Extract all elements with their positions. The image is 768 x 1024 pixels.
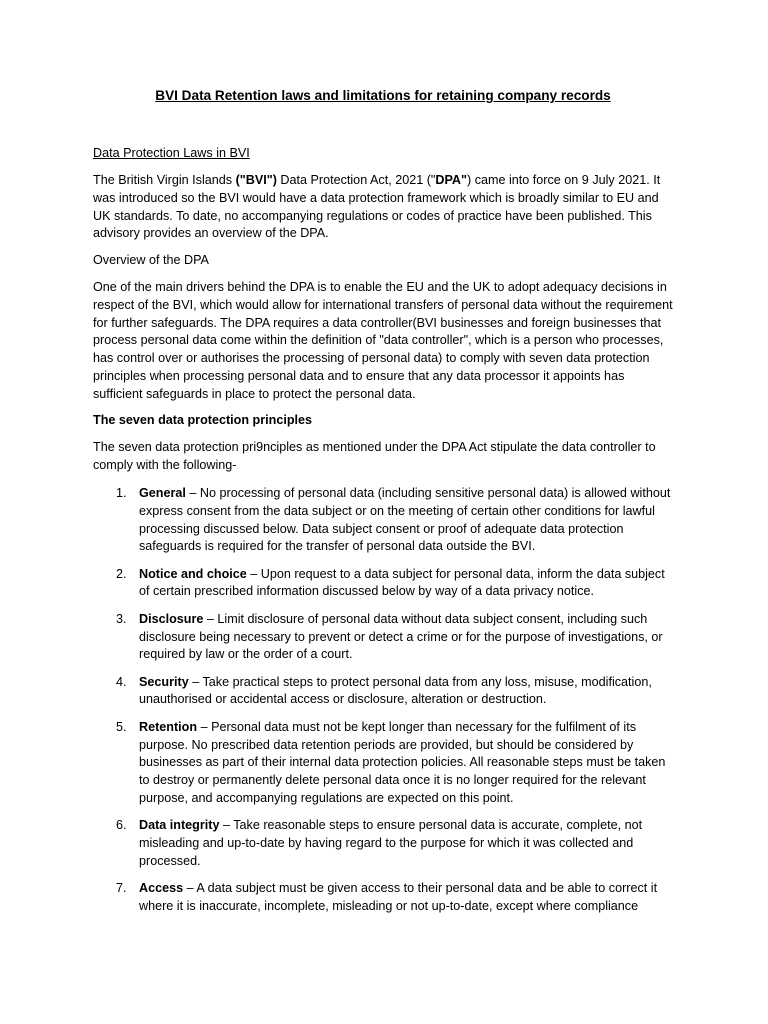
- list-item-number: 2.: [116, 566, 127, 581]
- principles-heading: The seven data protection principles: [93, 413, 313, 427]
- list-item: [93, 566, 673, 602]
- list-item: [93, 485, 673, 556]
- document-title: BVI Data Retention laws and limitations for retaining company records: [155, 88, 611, 103]
- intro-text-3: ) came into force on 9 July 2021. It was introduced so the BVI would have a data protection framework which is broadly similar to EU and UK standards. To date, no accompanying regulations or codes of practice have been published. This advisory provides an overview of the DPA.: [93, 173, 661, 241]
- list-item-term: Access: [139, 881, 184, 896]
- list-item-text: – Upon request to a data subject for personal data, inform the data subject of certain prescribed information discussed below by way of a data privacy notice.: [139, 566, 665, 599]
- principles-list: [93, 485, 673, 925]
- section-heading: Data Protection Laws in BVI: [93, 146, 250, 160]
- list-item-text: – Take reasonable steps to ensure personal data is accurate, complete, not misleading and up-to-date by having regard to the purpose for which it was collected and processed.: [139, 818, 643, 868]
- list-item-number: 6.: [116, 818, 127, 833]
- list-item-term: Retention: [139, 719, 198, 734]
- list-item-number: 3.: [116, 611, 127, 626]
- list-item-text: – Limit disclosure of personal data without data subject consent, including such disclosure being necessary to prevent or detect a crime or for the purpose of investigations, or required by law or the order of a court.: [139, 611, 663, 662]
- list-item-text: – Personal data must not be kept longer than necessary for the fulfilment of its purpose. No prescribed data retention periods are provided, but should be considered by businesses as part of their internal data protection policies. All reasonable steps must be taken to destroy or permanently delete personal data once it is no longer required for the relevant purpose, and accompanying regulations are expected on this point.: [139, 719, 666, 805]
- list-item-term: General: [139, 486, 186, 500]
- intro-text-2: Data Protection Act, 2021 (": [276, 173, 436, 187]
- intro-bvi-term: ("BVI"): [235, 173, 277, 187]
- intro-paragraph: [93, 172, 673, 243]
- intro-text-1: The British Virgin Islands: [93, 173, 236, 187]
- list-item-number: 7.: [116, 881, 127, 896]
- list-item: [93, 817, 673, 870]
- principles-intro: The seven data protection pri9nciples as mentioned under the DPA Act stipulate the data controller to comply with the following-: [93, 440, 656, 472]
- list-item-text: – No processing of personal data (including sensitive personal data) is allowed without express consent from the data subject or on the meeting of certain other conditions for lawful processing discussed below. Data subject consent or proof of adequate data protection safeguards is required for the transfer of personal data outside the BVI.: [139, 486, 671, 554]
- overview-paragraph: One of the main drivers behind the DPA is to enable the EU and the UK to adopt adequacy decisions in respect of the BVI, which would allow for international transfers of personal data without the requirement for further safeguards. The DPA requires a data controller(BVI businesses and foreign businesses that process personal data come within the definition of "data controller", which is a person who processes, has control over or authorises the processing of personal data) to comply with seven data protection principles when processing personal data and to ensure that any data processor it appoints has sufficient safeguards in place to protect the personal data.: [93, 280, 673, 401]
- list-item-term: Notice and choice: [139, 566, 247, 581]
- intro-dpa-term: DPA": [435, 173, 468, 187]
- list-item-number: 4.: [116, 674, 127, 689]
- list-item-number: 5.: [116, 719, 127, 734]
- list-item: [93, 880, 673, 916]
- list-item-term: Security: [139, 674, 189, 689]
- overview-heading: Overview of the DPA: [93, 253, 209, 267]
- list-item: [93, 719, 673, 808]
- list-item: [93, 674, 673, 710]
- list-item-term: Disclosure: [139, 611, 204, 626]
- list-item-term: Data integrity: [139, 818, 220, 833]
- list-item: [93, 611, 673, 664]
- list-item-text: – A data subject must be given access to their personal data and be able to correct it where it is inaccurate, incomplete, misleading or not up-to-date, except where compliance: [139, 881, 658, 913]
- list-item-number: 1.: [116, 486, 127, 500]
- list-item-text: – Take practical steps to protect personal data from any loss, misuse, modification, unauthorised or accidental access or disclosure, alteration or destruction.: [139, 674, 652, 707]
